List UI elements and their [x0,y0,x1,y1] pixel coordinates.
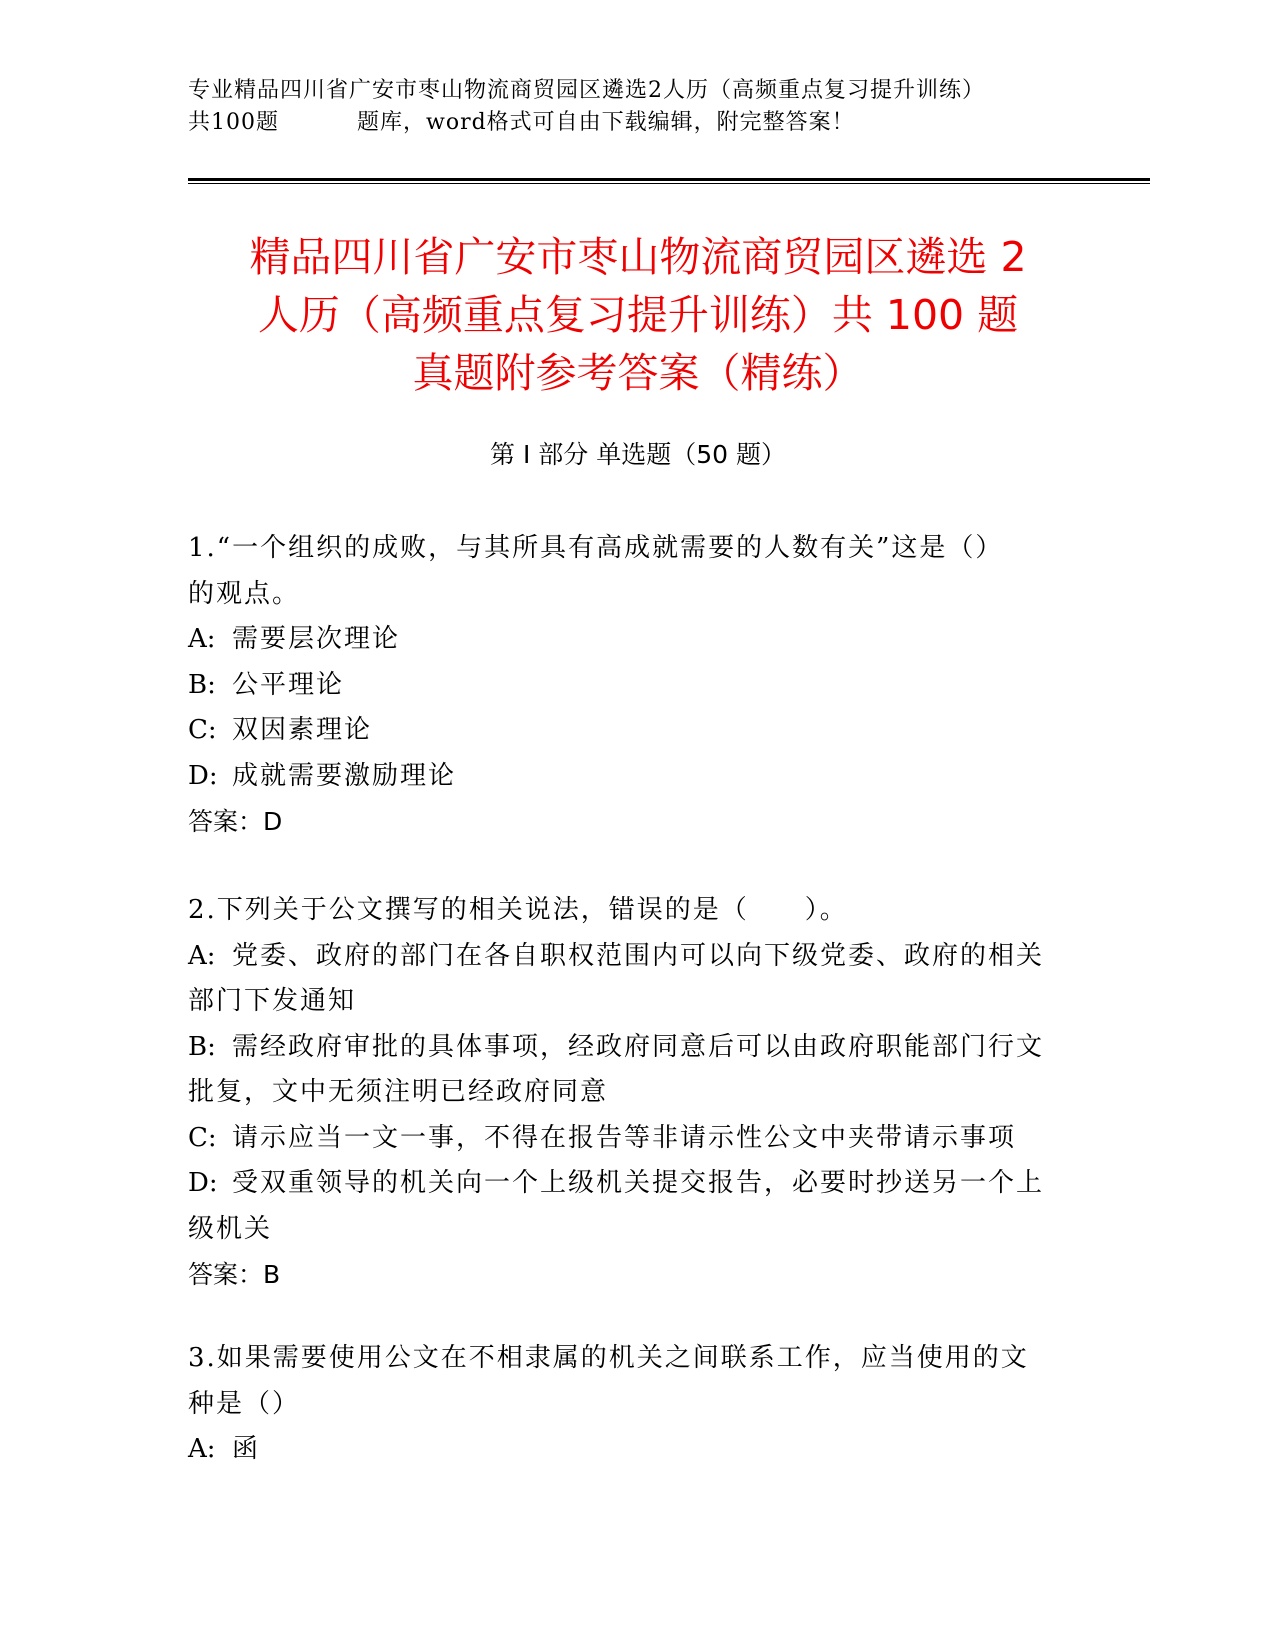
question-stem-line: 种是（） [188,1388,301,1419]
option-a [188,1427,1068,1473]
question-stem-line: 的观点。 [188,578,301,609]
option-text: 需要层次理论 [232,624,401,654]
question-stem-line: 2.下列关于公文撰写的相关说法，错误的是（ ）。 [188,895,848,925]
option-a [188,617,1068,663]
question-stem-line: 3.如果需要使用公文在不相隶属的机关之间联系工作，应当使用的文 [188,1343,1029,1373]
answer-line: 答案：B [188,1260,281,1289]
header-rule-thin [188,183,1150,184]
option-a [188,934,1068,980]
option-text: 公平理论 [232,669,345,700]
question-3 [188,1336,1068,1473]
option-b [188,663,1068,709]
option-text: 需经政府审批的具体事项，经政府同意后可以由政府职能部门行文 [232,1031,1045,1062]
option-b-continuation: 批复，文中无须注明已经政府同意 [188,1077,609,1107]
option-text: 双因素理论 [232,715,373,745]
question-stem-line: 1.“一个组织的成败，与其所具有高成就需要的人数有关”这是（） [188,533,1004,563]
header-text-1: 专业精品四川省广安市枣山物流商贸园区遴选2人历（高频重点复习提升训练） [188,78,985,103]
answer-line: 答案：D [188,807,283,836]
option-d-continuation: 级机关 [188,1213,273,1244]
option-key: A: [188,624,216,654]
option-key: D: [188,760,218,791]
option-text: 党委、政府的部门在各自职权范围内可以向下级党委、政府的相关 [232,940,1045,971]
option-text: 请示应当一文一事，不得在报告等非请示性公文中夹带请示事项 [232,1122,1017,1153]
question-1 [188,526,1068,845]
document-title [188,228,1088,402]
option-key: C: [188,715,217,745]
option-text: 函 [232,1434,261,1464]
header-line-2 [188,108,855,138]
section-heading: 第 I 部分 单选题（50 题） [490,440,786,469]
header-rule-thick [188,178,1150,181]
option-key: B: [188,1031,216,1062]
option-key: A: [188,1434,216,1464]
option-text: 受双重领导的机关向一个上级机关提交报告，必要时抄送另一个上 [232,1168,1045,1198]
option-key: C: [188,1122,217,1153]
option-d [188,1161,1068,1207]
option-text: 成就需要激励理论 [232,760,457,791]
title-line-1: 精品四川省广安市枣山物流商贸园区遴选 2 [249,233,1027,281]
question-2 [188,888,1068,1298]
option-key: A: [188,940,216,971]
option-d [188,754,1068,800]
header-description: 题库，word格式可自由下载编辑，附完整答案！ [357,110,855,135]
option-c [188,1116,1068,1162]
option-a-continuation: 部门下发通知 [188,986,357,1016]
option-b [188,1025,1068,1071]
title-line-3: 真题附参考答案（精练） [412,349,864,397]
title-line-2: 人历（高频重点复习提升训练）共 100 题 [257,291,1019,339]
option-c [188,708,1068,754]
option-key: B: [188,669,216,700]
header-count: 共100题 [188,110,279,135]
header-line-1 [188,76,985,106]
option-key: D: [188,1168,218,1198]
